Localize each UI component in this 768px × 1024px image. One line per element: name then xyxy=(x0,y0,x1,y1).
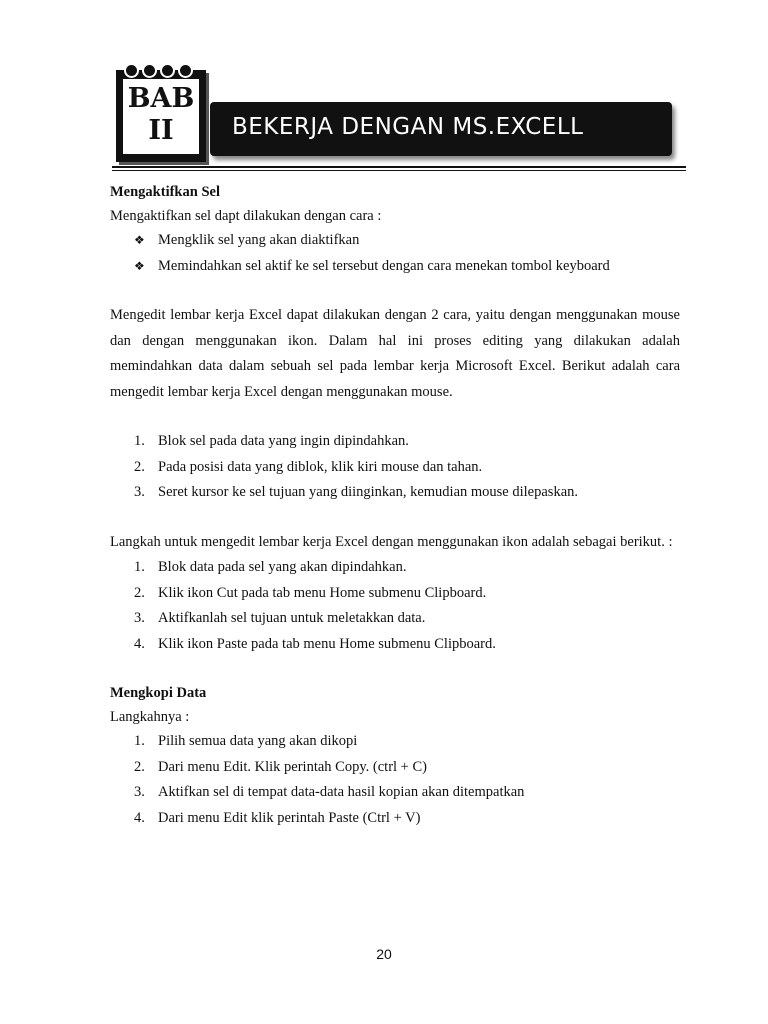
chapter-title-bar xyxy=(210,102,672,156)
binder-ring-icon xyxy=(178,63,193,78)
activate-bullet-list xyxy=(110,228,680,279)
chapter-label: BAB xyxy=(127,83,195,114)
icon-steps-list xyxy=(110,555,680,657)
edit-paragraph: Mengedit lembar kerja Excel dapat dilakukan dengan 2 cara, yaitu dengan menggunakan mouse dan dengan menggunakan ikon. Dalam hal ini proses editing yang dilakukan adalah memindahkan data dalam sebuah sel pada lembar kerja Microsoft Excel. Berikut adalah cara mengedit lembar kerja Excel dengan menggunakan mouse. xyxy=(110,307,680,400)
section-heading-copy: Mengkopi Data xyxy=(110,685,207,701)
list-item: 4. Klik ikon Paste pada tab menu Home submenu Clipboard. xyxy=(134,635,496,652)
chapter-badge xyxy=(116,70,206,162)
copy-intro: Langkahnya : xyxy=(110,709,190,725)
chapter-title: BEKERJA DENGAN MS.EXCELL xyxy=(232,114,584,140)
binder-ring-icon xyxy=(160,63,175,78)
list-item: 4. Dari menu Edit klik perintah Paste (Ctrl + V) xyxy=(134,809,421,826)
copy-steps-list xyxy=(110,729,680,831)
chapter-number: II xyxy=(148,115,174,146)
list-item: 3. Aktifkanlah sel tujuan untuk meletakkan data. xyxy=(134,610,426,626)
diamond-bullet-icon: ❖ xyxy=(134,233,145,247)
list-item: 3. Aktifkan sel di tempat data-data hasil kopian akan ditempatkan xyxy=(134,784,525,800)
list-item: 3. Seret kursor ke sel tujuan yang diinginkan, kemudian mouse dilepaskan. xyxy=(134,484,579,500)
list-item: 1. Blok sel pada data yang ingin dipindahkan. xyxy=(134,433,409,449)
list-item: ❖ Memindahkan sel aktif ke sel tersebut dengan cara menekan tombol keyboard xyxy=(110,254,680,280)
list-item: 1. Pilih semua data yang akan dikopi xyxy=(134,733,358,749)
section-heading-activate: Mengaktifkan Sel xyxy=(110,184,220,200)
list-item: 2. Dari menu Edit. Klik perintah Copy. (ctrl + C) xyxy=(134,758,427,775)
header-rule xyxy=(112,166,686,168)
diamond-bullet-icon: ❖ xyxy=(134,258,145,273)
icon-intro: Langkah untuk mengedit lembar kerja Excel dengan menggunakan ikon adalah sebagai berikut. : xyxy=(110,533,673,550)
list-item: 1. Blok data pada sel yang akan dipindahkan. xyxy=(134,559,407,575)
list-item: 2. Pada posisi data yang diblok, klik kiri mouse dan tahan. xyxy=(134,458,483,475)
list-item: ❖ Mengklik sel yang akan diaktifkan xyxy=(110,228,680,254)
page-content xyxy=(110,180,680,831)
mouse-steps-list xyxy=(110,429,680,506)
list-item: 2. Klik ikon Cut pada tab menu Home submenu Clipboard. xyxy=(134,584,487,601)
chapter-badge-face xyxy=(123,79,199,154)
header-rule-thin xyxy=(112,170,686,171)
activate-intro: Mengaktifkan sel dapt dilakukan dengan cara : xyxy=(110,208,382,224)
binder-ring-icon xyxy=(142,63,157,78)
binder-ring-icon xyxy=(124,63,139,78)
page-number: 20 xyxy=(376,946,392,962)
